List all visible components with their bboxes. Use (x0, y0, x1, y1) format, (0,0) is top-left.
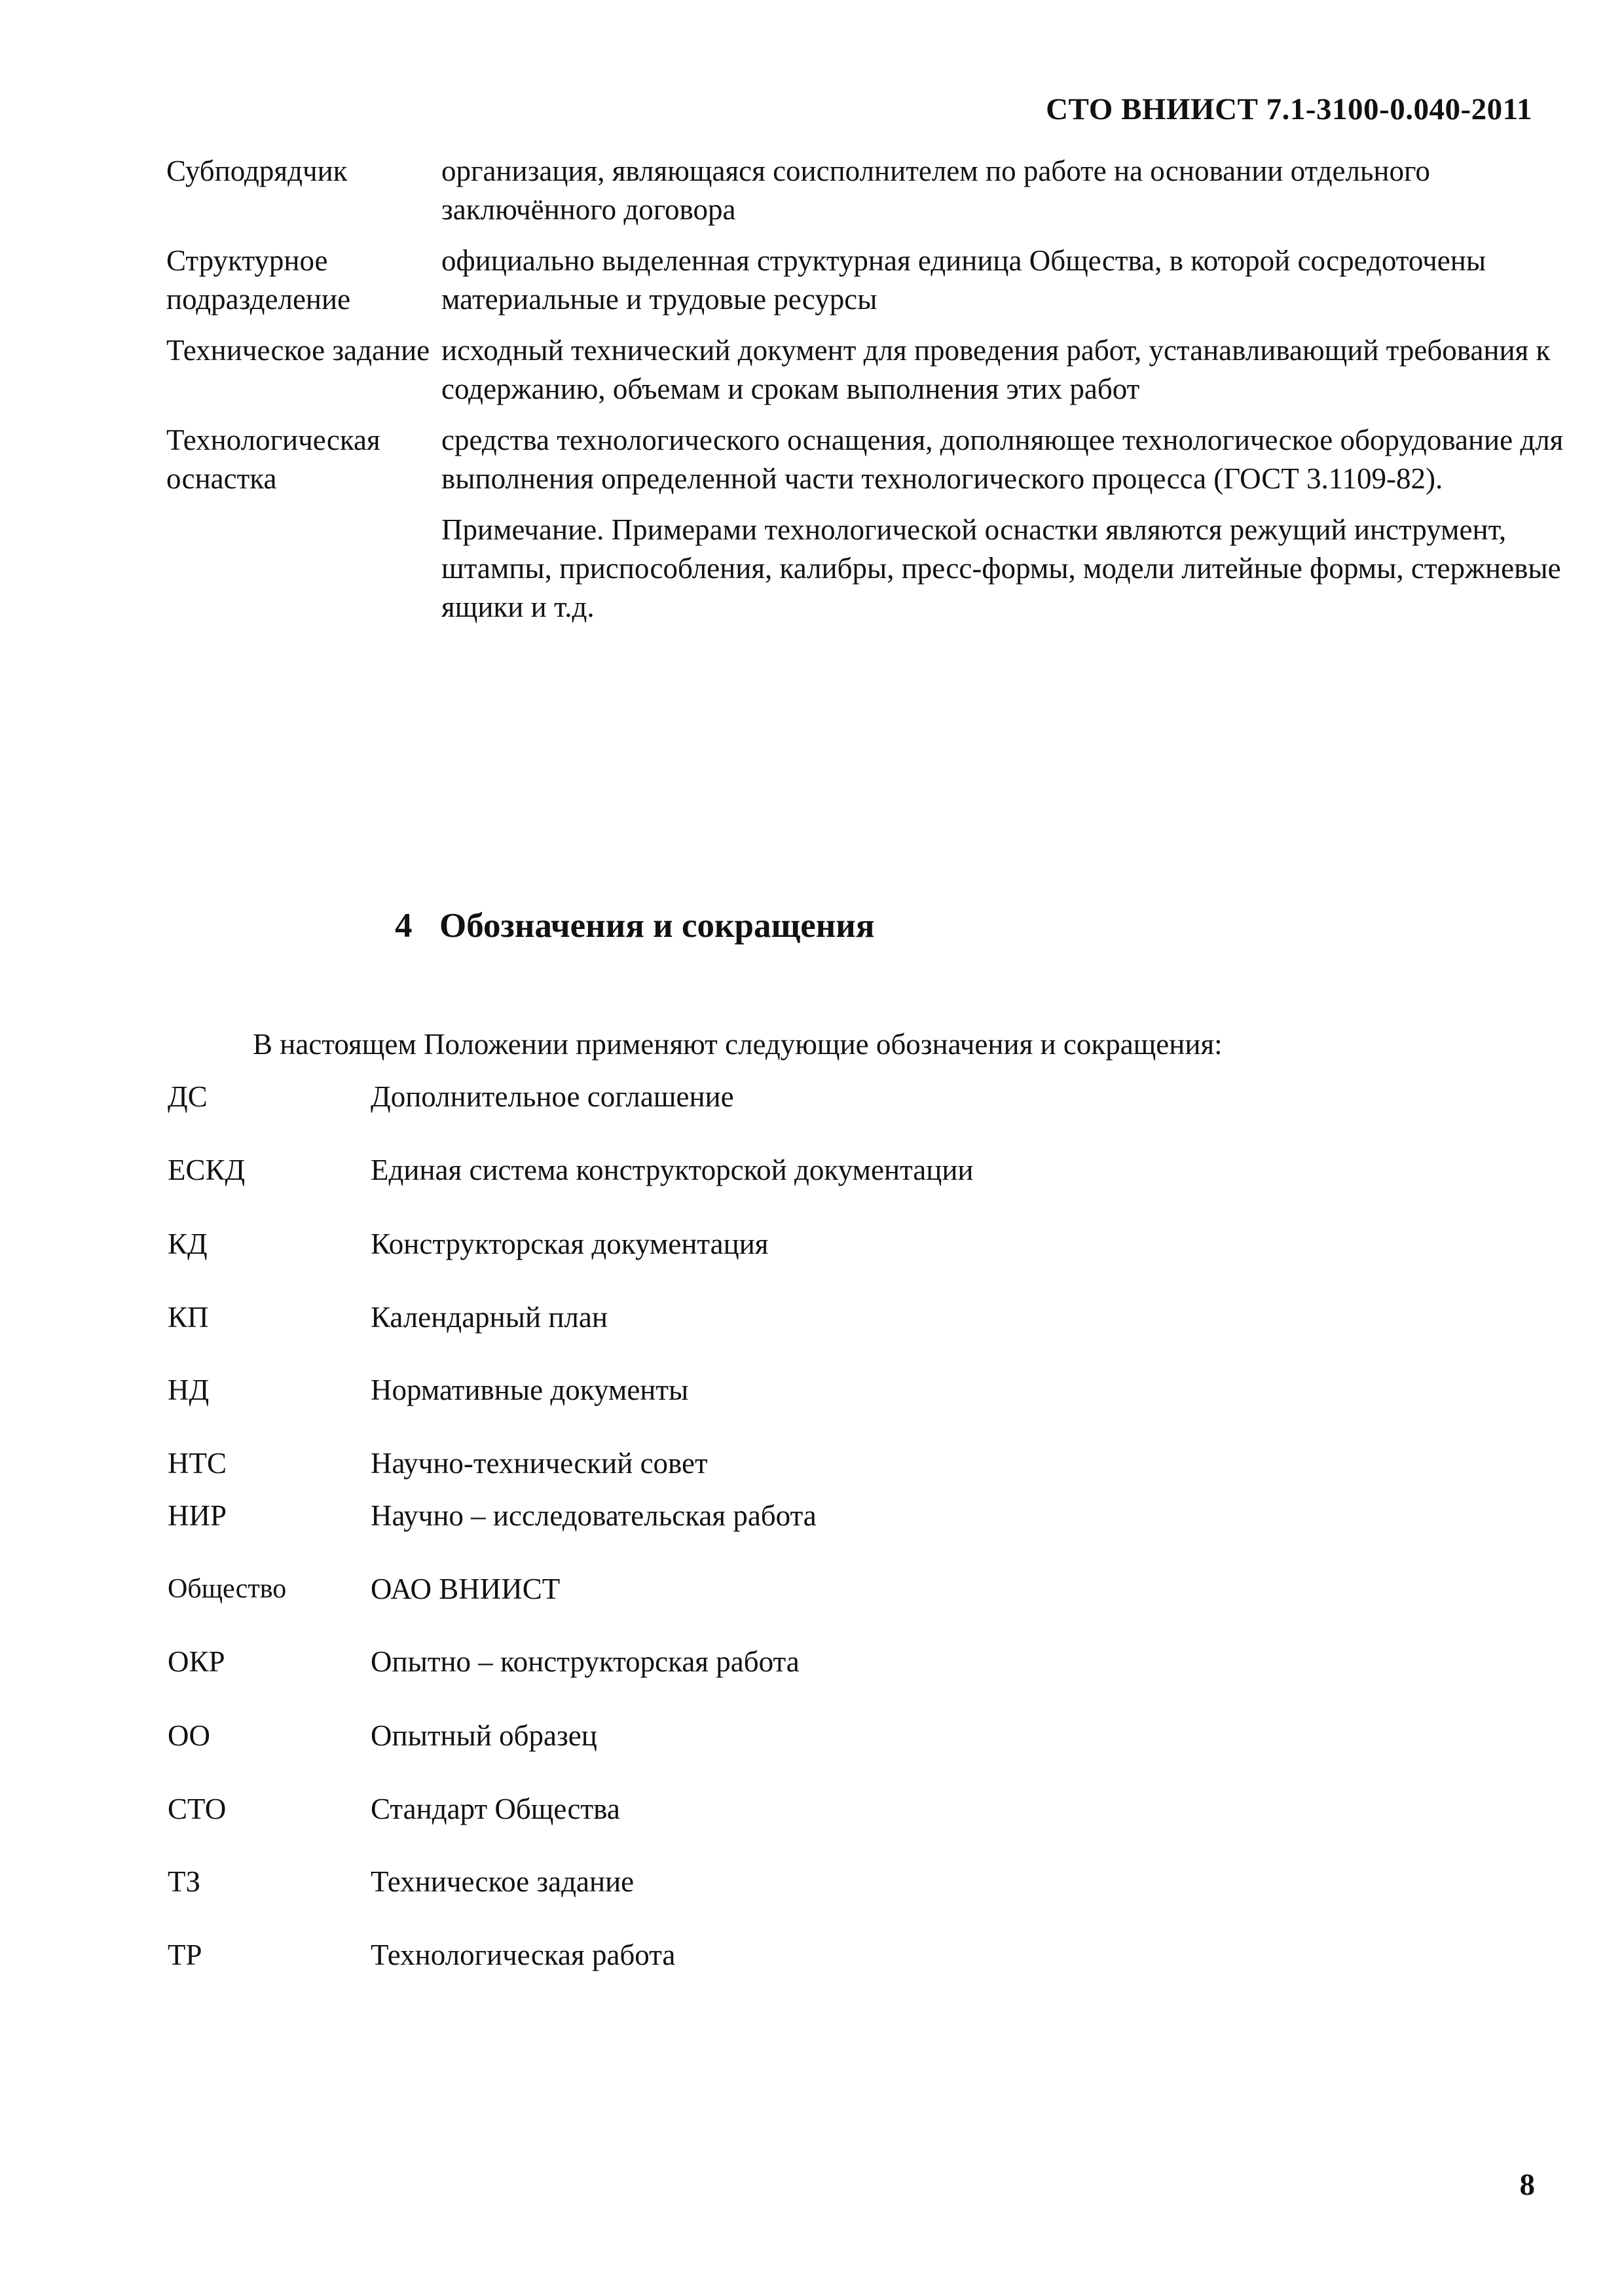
section-number: 4 (395, 907, 413, 945)
terms-list (166, 152, 1568, 639)
document-code: СТО ВНИИСТ 7.1-3100-0.040-2011 (1046, 92, 1532, 126)
section-title: Обозначения и сокращения (439, 907, 875, 945)
abbreviation-meaning: ОАО ВНИИСТ (371, 1573, 561, 1605)
abbreviation-meaning: Конструкторская документация (371, 1228, 769, 1260)
term-row (166, 152, 1568, 229)
section-heading (395, 906, 875, 945)
abbreviation-row (0, 1370, 1624, 1410)
abbreviation-row (0, 1298, 1624, 1337)
abbreviation: КП (168, 1301, 209, 1334)
term-row (166, 242, 1568, 319)
term-row (166, 421, 1568, 627)
page-number: 8 (1519, 2168, 1535, 2202)
abbreviation: ДС (168, 1080, 208, 1113)
abbreviation-meaning: Научно – исследовательская работа (371, 1499, 817, 1532)
term-note: Примечание. Примерами технологической оснастки являются режущий инструмент, штампы, приспособления, калибры, пресс-формы, модели литейные формы, стержневые ящики и т.д. (441, 513, 1561, 623)
abbreviation-meaning: Опытный образец (371, 1719, 597, 1752)
abbreviation: НТС (168, 1447, 227, 1480)
abbreviation-meaning: Технологическая работа (371, 1939, 676, 1971)
abbreviation-row (0, 1224, 1624, 1264)
term-definition-block (441, 421, 1568, 627)
abbreviation-row (0, 1789, 1624, 1829)
abbreviation-row (0, 1716, 1624, 1755)
abbreviation: ОКР (168, 1645, 225, 1678)
term-name: Структурное подразделение (166, 244, 351, 316)
abbreviation-row (0, 1642, 1624, 1681)
abbreviation: ТР (168, 1939, 202, 1971)
intro-paragraph: В настоящем Положении применяют следующие обозначения и сокращения: (253, 1028, 1223, 1061)
term-name: Технологическая оснастка (166, 424, 380, 495)
abbreviation-meaning: Дополнительное соглашение (371, 1080, 734, 1113)
term-definition: средства технологического оснащения, дополняющее технологическое оборудование для выполнения определенной части технологического процесса (ГОСТ 3.1109-82). (441, 424, 1564, 495)
abbreviation-row (0, 1935, 1624, 1975)
abbreviation-meaning: Календарный план (371, 1301, 608, 1334)
abbreviation: Общество (168, 1574, 287, 1604)
abbreviation-row (0, 1862, 1624, 1901)
term-definition: официально выделенная структурная единица Общества, в которой сосредоточены материальные и трудовые ресурсы (441, 244, 1486, 316)
term-definition: организация, являющаяся соисполнителем по работе на основании отдельного заключённого договора (441, 155, 1430, 226)
abbreviation-row (0, 1444, 1624, 1483)
term-definition: исходный технический документ для проведения работ, устанавливающий требования к содержанию, объемам и срокам выполнения этих работ (441, 334, 1551, 405)
abbreviation-meaning: Опытно – конструкторская работа (371, 1645, 800, 1678)
abbreviation-row (0, 1077, 1624, 1116)
abbreviation-row (0, 1496, 1624, 1535)
term-name: Техническое задание (166, 334, 430, 367)
abbreviation: СТО (168, 1793, 227, 1825)
abbreviation: ОО (168, 1719, 210, 1752)
abbreviation: КД (168, 1228, 208, 1260)
abbreviation: ЕСКД (168, 1154, 246, 1186)
abbreviation-meaning: Научно-технический совет (371, 1447, 708, 1480)
term-row (166, 331, 1568, 409)
abbreviation-meaning: Единая система конструкторской документации (371, 1154, 974, 1186)
abbreviation: ТЗ (168, 1865, 201, 1898)
term-name: Субподрядчик (166, 155, 348, 187)
abbreviation-meaning: Нормативные документы (371, 1374, 689, 1406)
abbreviation-row (0, 1150, 1624, 1190)
abbreviation-row (0, 1569, 1624, 1609)
abbreviation: НД (168, 1374, 210, 1406)
abbreviation: НИР (168, 1499, 227, 1532)
abbreviation-meaning: Техническое задание (371, 1865, 635, 1898)
abbreviation-meaning: Стандарт Общества (371, 1793, 620, 1825)
